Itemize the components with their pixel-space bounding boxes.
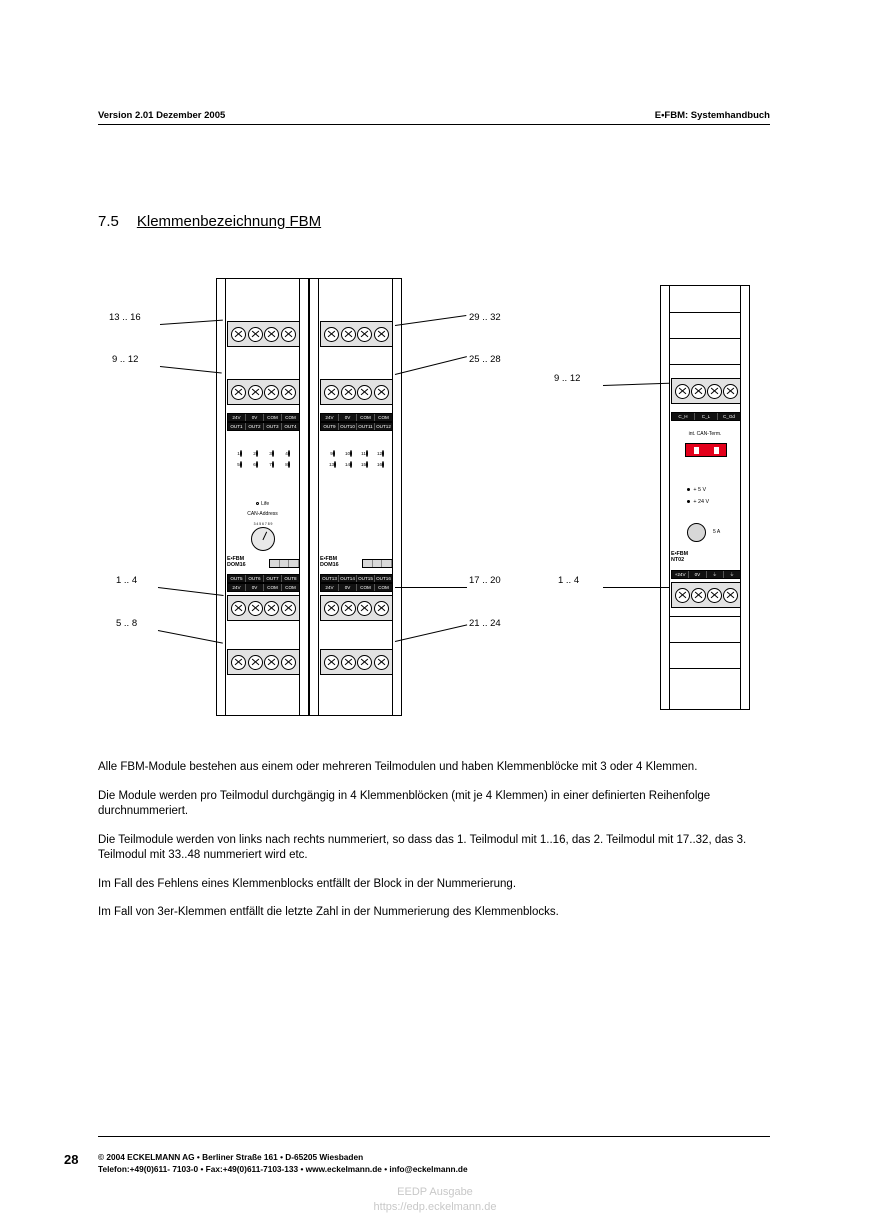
screw-terminal[interactable] — [691, 384, 706, 399]
connector-strip — [362, 559, 393, 568]
led-indicator — [272, 450, 274, 457]
led-label: 1 — [237, 451, 240, 456]
led-row-1 — [227, 451, 300, 457]
label-out8: OUT8 — [284, 576, 297, 581]
label-com: COM — [357, 584, 375, 591]
led-label: 8 — [285, 462, 288, 467]
label-out12: OUT12 — [376, 424, 391, 429]
leader-line — [395, 624, 467, 642]
module-nameplate — [671, 551, 688, 564]
life-led-label: Life — [217, 501, 308, 507]
led-indicator — [288, 461, 290, 468]
footer-line-2: Telefon:+49(0)611- 7103-0 • Fax:+49(0)611-7103-133 • www.eckelmann.de • info@eckelmann.de — [98, 1163, 468, 1174]
led-label: 15 — [360, 462, 367, 467]
screw-terminal[interactable] — [374, 601, 389, 616]
section-heading — [98, 213, 321, 230]
callout-17-20: 17 .. 20 — [469, 575, 501, 586]
led-label: 6 — [253, 462, 256, 467]
label-can-high: C_H — [672, 413, 695, 420]
leader-line — [395, 356, 467, 375]
callout-right-9-12: 9 .. 12 — [554, 373, 581, 384]
screw-terminal[interactable] — [248, 655, 263, 670]
section-number: 7.5 — [98, 213, 119, 230]
label-out10: OUT10 — [339, 423, 357, 430]
led-label: 5 — [237, 462, 240, 467]
module-nameplate — [227, 556, 246, 569]
leader-line — [395, 587, 467, 588]
label-out6: OUT6 — [246, 575, 264, 582]
label-0v: 0V — [246, 584, 264, 591]
led-indicator — [288, 450, 290, 457]
paragraph-2: Die Module werden pro Teilmodul durchgängig in 4 Klemmenblöcken (mit je 4 Klemmen) in einer definierten Reihenfolge durchnummeriert. — [98, 789, 711, 817]
terminal-block-25-28[interactable] — [320, 379, 393, 405]
body-text — [98, 760, 772, 934]
fuse-holder[interactable] — [687, 523, 706, 542]
terminal-block-21-24[interactable] — [320, 649, 393, 675]
label-out1: OUT1 — [228, 423, 246, 430]
module-brand: E•FBM — [227, 556, 245, 562]
led-matrix — [227, 451, 300, 468]
label-strip-out9-12 — [320, 422, 393, 431]
screw-terminal[interactable] — [707, 384, 722, 399]
led-row-2 — [320, 462, 393, 468]
module-nameplate — [320, 556, 339, 569]
module-brand: E•FBM — [671, 551, 689, 557]
module-nt02 — [660, 285, 750, 710]
fuse-rating-label: 5 A — [713, 529, 721, 535]
led-5v-row: + 5 V — [687, 486, 706, 494]
label-com: COM — [378, 585, 389, 590]
led-row-2 — [227, 462, 300, 468]
led-matrix — [320, 451, 393, 468]
label-com: COM — [378, 415, 389, 420]
led-label: 14 — [344, 462, 351, 467]
screw-terminal[interactable] — [341, 327, 356, 342]
terminal-designation-figure — [98, 270, 778, 740]
callout-21-24: 21 .. 24 — [469, 618, 501, 629]
led-24v-row: + 24 V — [687, 498, 709, 506]
led-label: 11 — [361, 451, 366, 456]
label-com: COM — [264, 414, 282, 421]
label-com: COM — [264, 584, 282, 591]
label-strip-out5-8 — [227, 574, 300, 583]
paragraph-3: Die Teilmodule werden von links nach rechts nummeriert, so dass das 1. Teilmodul mit 1..16, das 2. Teilmodul mit 17..32, das 3. Teilmodul mit 33..48 nummeriert wird etc. — [98, 833, 747, 861]
rotary-scale-labels: 3 4 5 6 7 8 9 — [253, 522, 273, 526]
callout-25-28: 25 .. 28 — [469, 354, 501, 365]
screw-terminal[interactable] — [357, 327, 372, 342]
screw-terminal[interactable] — [281, 601, 296, 616]
screw-terminal[interactable] — [723, 588, 738, 603]
screw-terminal[interactable] — [341, 655, 356, 670]
screw-terminal[interactable] — [231, 327, 246, 342]
led-indicator — [382, 450, 384, 457]
label-out11: OUT11 — [357, 423, 375, 430]
led-24v-indicator — [687, 500, 690, 503]
screw-terminal[interactable] — [374, 327, 389, 342]
label-24v: 24V — [228, 584, 246, 591]
screw-terminal[interactable] — [691, 588, 706, 603]
label-com: COM — [285, 585, 296, 590]
leader-line — [158, 587, 224, 596]
screw-terminal[interactable] — [248, 327, 263, 342]
screw-terminal[interactable] — [357, 655, 372, 670]
can-address-label: CAN-Address — [247, 511, 278, 517]
callout-9-12: 9 .. 12 — [112, 354, 139, 365]
screw-terminal[interactable] — [341, 601, 356, 616]
label-out16: OUT16 — [376, 576, 391, 581]
terminal-block-1-4[interactable] — [671, 582, 741, 608]
led-indicator — [256, 450, 258, 457]
label-strip-power-bottom — [671, 570, 741, 579]
label-strip-out1-4 — [227, 422, 300, 431]
label-strip-can — [671, 412, 741, 421]
terminal-block-17-20[interactable] — [320, 595, 393, 621]
label-out14: OUT14 — [339, 575, 357, 582]
led-label: 2 — [253, 451, 256, 456]
label-0v: 0V — [339, 584, 357, 591]
screw-terminal[interactable] — [324, 601, 339, 616]
led-label: 10 — [344, 451, 351, 456]
screw-terminal[interactable] — [248, 601, 263, 616]
leader-line — [160, 320, 223, 325]
led-row-1 — [320, 451, 393, 457]
callout-29-32: 29 .. 32 — [469, 312, 501, 323]
led-label: 4 — [285, 451, 288, 456]
screw-terminal[interactable] — [374, 655, 389, 670]
screw-terminal[interactable] — [324, 327, 339, 342]
led-indicator — [256, 461, 258, 468]
screw-terminal[interactable] — [675, 588, 690, 603]
led-5v-indicator — [687, 488, 690, 491]
header-version: Version 2.01 Dezember 2005 — [98, 110, 226, 121]
screw-terminal[interactable] — [281, 385, 296, 400]
callout-right-1-4: 1 .. 4 — [558, 575, 580, 586]
label-strip-out13-16 — [320, 574, 393, 583]
watermark — [0, 1185, 870, 1215]
label-strip-power-top — [227, 413, 300, 422]
screw-terminal[interactable] — [357, 601, 372, 616]
label-out15: OUT15 — [357, 575, 375, 582]
module-dom16-right — [309, 278, 402, 716]
screw-terminal[interactable] — [357, 385, 372, 400]
label-strip-power-bottom — [227, 583, 300, 592]
label-com: COM — [357, 414, 375, 421]
module-brand: E•FBM — [320, 556, 338, 562]
module-type: DOM16 — [320, 562, 339, 569]
label-out3: OUT3 — [264, 423, 282, 430]
screw-terminal[interactable] — [264, 655, 279, 670]
screw-terminal[interactable] — [231, 601, 246, 616]
label-out9: OUT9 — [321, 423, 339, 430]
screw-terminal[interactable] — [281, 327, 296, 342]
paragraph-4: Im Fall des Fehlens eines Klemmenblocks entfällt der Block in der Nummerierung. — [98, 877, 517, 890]
callout-1-4: 1 .. 4 — [116, 575, 138, 586]
screw-terminal[interactable] — [324, 385, 339, 400]
watermark-line-2: https://edp.eckelmann.de — [373, 1201, 497, 1213]
module-type: DOM16 — [227, 562, 246, 569]
terminal-block-1-4[interactable] — [227, 595, 300, 621]
label-24v: 24V — [321, 584, 339, 591]
label-can-low: C_L — [695, 413, 718, 420]
dip-switch-lever[interactable] — [714, 447, 719, 454]
leader-line — [158, 630, 223, 644]
label-can-ground: C_Gd — [722, 414, 735, 419]
label-24v: 24V — [228, 414, 246, 421]
label-24v: 24V — [321, 414, 339, 421]
led-indicator — [382, 461, 384, 468]
led-label: 9 — [330, 451, 333, 456]
label-earth: ⏚ — [707, 571, 724, 578]
led-label: 7 — [269, 462, 272, 467]
led-indicator — [240, 461, 242, 468]
dip-switch-lever[interactable] — [694, 447, 699, 454]
led-indicator — [350, 461, 352, 468]
can-terminator-dip-switch[interactable] — [685, 443, 727, 457]
screw-terminal[interactable] — [264, 327, 279, 342]
footer-line-1: © 2004 ECKELMANN AG • Berliner Straße 161 • D-65205 Wiesbaden — [98, 1152, 364, 1162]
led-indicator — [240, 450, 242, 457]
screw-terminal[interactable] — [231, 385, 246, 400]
label-out7: OUT7 — [264, 575, 282, 582]
led-indicator — [333, 450, 335, 457]
callout-13-16: 13 .. 16 — [109, 312, 141, 323]
label-com: COM — [285, 415, 296, 420]
screw-terminal[interactable] — [341, 385, 356, 400]
screw-terminal[interactable] — [264, 601, 279, 616]
leader-line — [160, 366, 222, 373]
led-label: 3 — [269, 451, 272, 456]
label-strip-power-top — [320, 413, 393, 422]
led-indicator — [366, 461, 368, 468]
led-label: 16 — [376, 462, 383, 467]
screw-terminal[interactable] — [264, 385, 279, 400]
label-0v: 0V — [689, 571, 706, 578]
label-strip-power-bottom — [320, 583, 393, 592]
terminal-block-13-16[interactable] — [227, 321, 300, 347]
label-out2: OUT2 — [246, 423, 264, 430]
paragraph-5: Im Fall von 3er-Klemmen entfällt die letzte Zahl in der Nummerierung des Klemmenblocks. — [98, 906, 559, 918]
led-label: 13 — [328, 462, 335, 467]
screw-terminal[interactable] — [707, 588, 722, 603]
page-number: 28 — [64, 1152, 79, 1167]
can-address-rotary-switch[interactable] — [251, 527, 275, 551]
terminal-block-29-32[interactable] — [320, 321, 393, 347]
screw-terminal[interactable] — [231, 655, 246, 670]
label-out5: OUT5 — [228, 575, 246, 582]
watermark-line-1: EEDP Ausgabe — [397, 1186, 473, 1198]
led-indicator — [350, 450, 352, 457]
screw-terminal[interactable] — [723, 384, 738, 399]
section-title-text: Klemmenbezeichnung FBM — [136, 213, 322, 230]
can-terminator-label: int. CAN-Term. — [688, 431, 722, 437]
screw-terminal[interactable] — [675, 384, 690, 399]
label-out4: OUT4 — [284, 424, 297, 429]
label-plus-24v: +24V — [672, 571, 689, 578]
footer-imprint — [98, 1152, 468, 1175]
label-out13: OUT13 — [321, 575, 339, 582]
terminal-block-9-12[interactable] — [671, 378, 741, 404]
life-led-indicator — [256, 502, 259, 505]
led-label: 12 — [376, 451, 383, 456]
terminal-block-5-8[interactable] — [227, 649, 300, 675]
label-0v: 0V — [246, 414, 264, 421]
led-indicator — [366, 450, 368, 457]
led-indicator — [334, 461, 336, 468]
callout-5-8: 5 .. 8 — [116, 618, 138, 629]
header-document-title: E•FBM: Systemhandbuch — [654, 110, 770, 121]
footer-divider — [98, 1136, 770, 1137]
module-type: NT02 — [671, 557, 685, 564]
terminal-block-9-12[interactable] — [227, 379, 300, 405]
leader-line — [603, 587, 669, 588]
module-dom16-left — [216, 278, 309, 716]
connector-strip — [269, 559, 300, 568]
label-0v: 0V — [339, 414, 357, 421]
screw-terminal[interactable] — [324, 655, 339, 670]
page-header — [98, 110, 770, 125]
led-indicator — [272, 461, 274, 468]
screw-terminal[interactable] — [248, 385, 263, 400]
screw-terminal[interactable] — [374, 385, 389, 400]
label-earth: ⏚ — [729, 572, 735, 577]
screw-terminal[interactable] — [281, 655, 296, 670]
paragraph-1: Alle FBM-Module bestehen aus einem oder mehreren Teilmodulen und haben Klemmenblöcke mit 3 oder 4 Klemmen. — [98, 761, 698, 773]
leader-line — [395, 315, 466, 326]
